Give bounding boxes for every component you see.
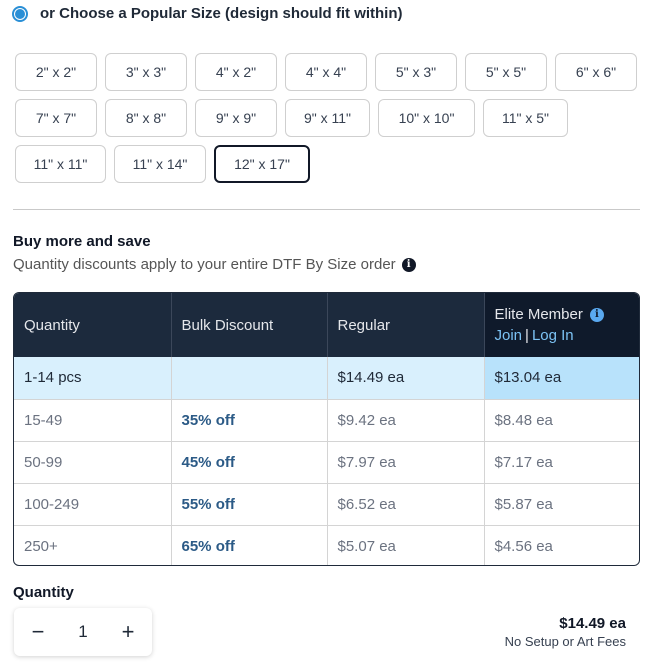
radio-label: or Choose a Popular Size (design should fit within) bbox=[40, 5, 403, 22]
cell-elite-price: $13.04 ea bbox=[484, 357, 640, 399]
cell-regular-price: $6.52 ea bbox=[327, 483, 484, 525]
table-row bbox=[14, 525, 640, 566]
promo-title: Buy more and save bbox=[13, 233, 151, 250]
section-divider bbox=[13, 209, 640, 210]
size-button[interactable]: 9" x 9" bbox=[195, 99, 277, 137]
size-button[interactable]: 11" x 11" bbox=[15, 145, 106, 183]
cell-elite-price: $8.48 ea bbox=[484, 399, 640, 441]
size-button[interactable]: 4" x 4" bbox=[285, 53, 367, 91]
size-row bbox=[15, 145, 645, 183]
cell-regular-price: $7.97 ea bbox=[327, 441, 484, 483]
size-button[interactable]: 8" x 8" bbox=[105, 99, 187, 137]
cell-quantity: 50-99 bbox=[14, 441, 171, 483]
size-button[interactable]: 4" x 2" bbox=[195, 53, 277, 91]
size-button[interactable]: 11" x 5" bbox=[483, 99, 568, 137]
header-regular: Regular bbox=[327, 293, 484, 357]
size-button[interactable]: 10" x 10" bbox=[378, 99, 475, 137]
login-link[interactable]: Log In bbox=[531, 327, 574, 344]
link-separator: | bbox=[525, 327, 529, 344]
size-button[interactable]: 2" x 2" bbox=[15, 53, 97, 91]
join-link[interactable]: Join bbox=[494, 327, 523, 344]
cell-quantity: 250+ bbox=[14, 525, 171, 566]
unit-price: $14.49 ea bbox=[559, 615, 626, 632]
decrement-button[interactable]: − bbox=[31, 619, 45, 644]
table-header-row bbox=[14, 293, 640, 357]
size-button-selected[interactable]: 12" x 17" bbox=[214, 145, 310, 183]
elite-info-icon[interactable]: i bbox=[590, 308, 604, 322]
size-grid bbox=[15, 53, 645, 191]
table-row bbox=[14, 399, 640, 441]
cell-elite-price: $5.87 ea bbox=[484, 483, 640, 525]
cell-quantity: 1-14 pcs bbox=[14, 357, 171, 399]
radio-button[interactable] bbox=[12, 6, 28, 22]
table-row bbox=[14, 483, 640, 525]
size-button[interactable]: 11" x 14" bbox=[114, 145, 206, 183]
info-icon[interactable]: i bbox=[402, 258, 416, 272]
cell-discount: 55% off bbox=[171, 483, 327, 525]
size-option-radio-row[interactable] bbox=[12, 5, 403, 22]
cell-discount bbox=[171, 357, 327, 399]
quantity-value[interactable]: 1 bbox=[78, 622, 88, 641]
quantity-stepper bbox=[14, 608, 152, 656]
elite-title bbox=[495, 306, 632, 323]
header-elite-member bbox=[484, 293, 640, 357]
price-note: No Setup or Art Fees bbox=[504, 634, 626, 649]
header-quantity: Quantity bbox=[14, 293, 171, 357]
radio-selected-dot bbox=[15, 9, 25, 19]
size-row bbox=[15, 53, 645, 91]
size-button[interactable]: 5" x 3" bbox=[375, 53, 457, 91]
cell-elite-price: $7.17 ea bbox=[484, 441, 640, 483]
table-row bbox=[14, 441, 640, 483]
pricing-table bbox=[13, 292, 640, 566]
size-button[interactable]: 5" x 5" bbox=[465, 53, 547, 91]
elite-label: Elite Member bbox=[494, 306, 583, 323]
cell-regular-price: $9.42 ea bbox=[327, 399, 484, 441]
cell-regular-price: $5.07 ea bbox=[327, 525, 484, 566]
cell-regular-price: $14.49 ea bbox=[327, 357, 484, 399]
size-button[interactable]: 9" x 11" bbox=[285, 99, 370, 137]
header-bulk-discount: Bulk Discount bbox=[171, 293, 327, 357]
promo-subtitle bbox=[13, 256, 416, 273]
cell-quantity: 15-49 bbox=[14, 399, 171, 441]
size-button[interactable]: 3" x 3" bbox=[105, 53, 187, 91]
table-row bbox=[14, 357, 640, 399]
cell-quantity: 100-249 bbox=[14, 483, 171, 525]
cell-discount: 45% off bbox=[171, 441, 327, 483]
elite-links bbox=[495, 327, 632, 344]
size-row bbox=[15, 99, 645, 137]
increment-button[interactable]: + bbox=[121, 619, 135, 644]
promo-subtitle-text: Quantity discounts apply to your entire DTF By Size order bbox=[13, 256, 396, 273]
cell-discount: 35% off bbox=[171, 399, 327, 441]
size-button[interactable]: 7" x 7" bbox=[15, 99, 97, 137]
cell-elite-price: $4.56 ea bbox=[484, 525, 640, 566]
cell-discount: 65% off bbox=[171, 525, 327, 566]
quantity-label: Quantity bbox=[13, 584, 74, 601]
size-button[interactable]: 6" x 6" bbox=[555, 53, 637, 91]
